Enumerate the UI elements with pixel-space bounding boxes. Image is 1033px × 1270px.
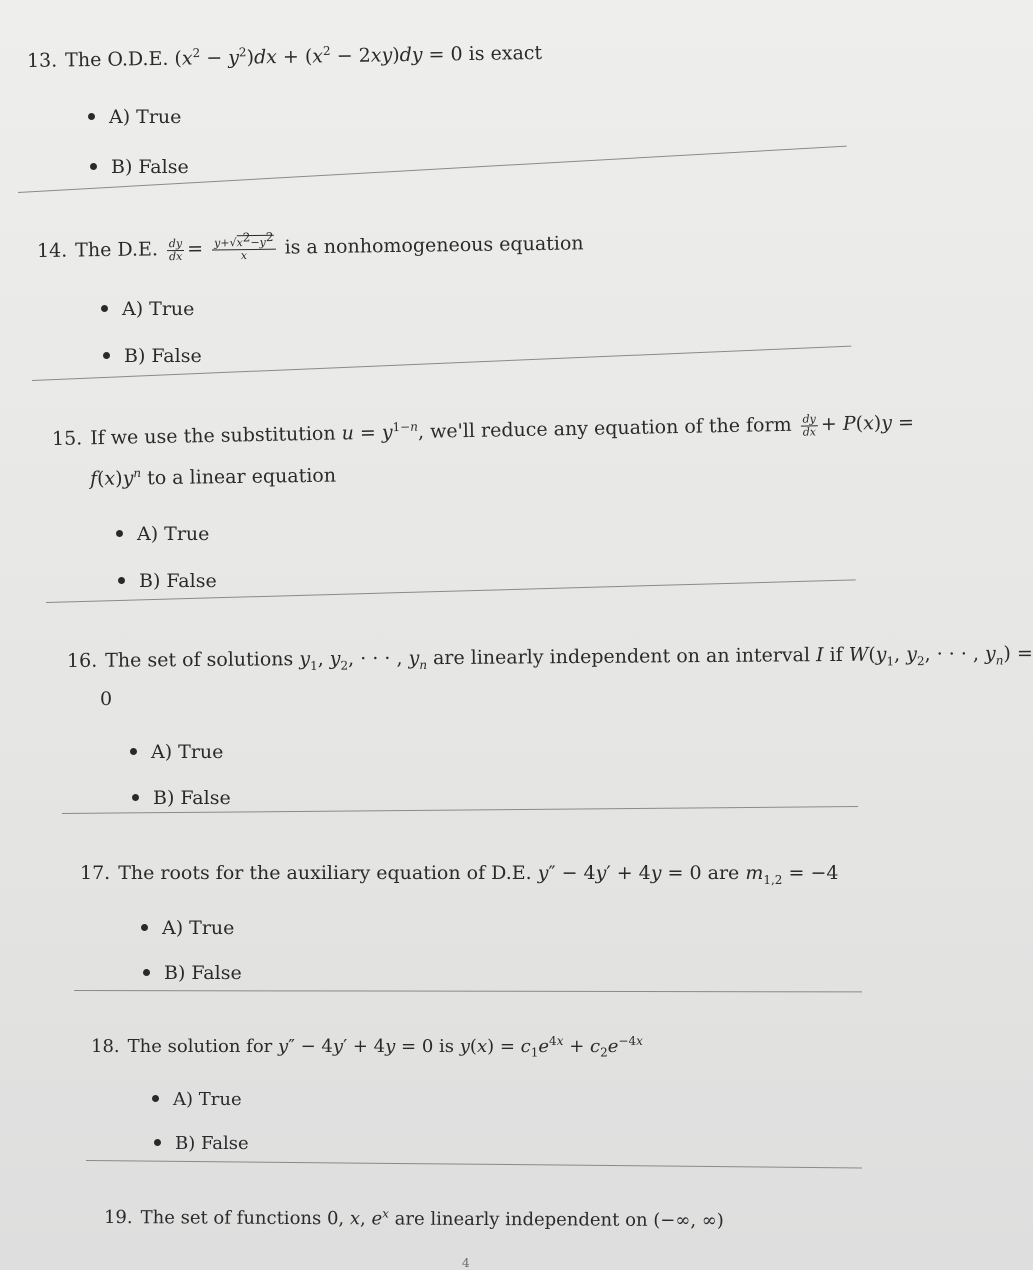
page-number: 4 [462,1256,470,1270]
question-text: if [823,643,849,667]
question-text: If we use the substitution [89,422,342,450]
option-b[interactable] [143,960,242,986]
option-label: A) True [151,741,224,763]
question-number: 14. [36,239,68,262]
question-text: are [701,862,746,884]
question-15-continuation [90,463,336,492]
bullet-icon [101,305,108,312]
bullet-icon [154,1139,161,1146]
bullet-icon [130,748,137,755]
bullet-icon [118,577,125,584]
option-a[interactable] [130,739,223,765]
option-label: B) False [139,570,217,592]
option-b[interactable] [154,1131,249,1157]
question-text: The solution for [127,1036,279,1057]
option-b[interactable] [103,343,202,369]
option-b[interactable] [132,785,231,811]
option-a[interactable] [101,296,194,322]
question-text: is [433,1036,460,1057]
equation: $m_{1,2} = -4$ [745,862,839,887]
question-14 [37,230,584,264]
question-text: The set of solutions [105,648,300,672]
equation: $(x^2 - y^2)dx + (x^2 - 2xy)dy = 0$ [174,43,463,70]
question-text: to a linear equation [140,464,337,490]
option-label: B) False [124,345,202,367]
question-13 [27,40,543,74]
bullet-icon [143,969,150,976]
divider [86,1160,862,1168]
question-number: 13. [26,49,58,72]
question-19 [104,1205,724,1234]
equation: $\frac{dy}{dx}$ = $\frac{y+√x^2-y^2}{x}$ [164,237,279,261]
question-text: The D.E. [75,238,165,262]
question-text: The O.D.E. [65,47,175,72]
bullet-icon [103,352,110,359]
equation: $u = y^{1-n}$ [341,419,419,445]
bullet-icon [116,530,123,537]
option-label: A) True [173,1089,242,1110]
option-label: B) False [111,156,189,178]
question-number: 16. [66,649,98,672]
question-15 [52,409,914,452]
option-label: A) True [122,298,195,320]
question-text: The set of functions [140,1207,328,1230]
option-a[interactable] [116,521,209,547]
option-label: A) True [109,106,182,128]
question-16: 16. The set of solutions $y_1$, $y_2$, · · · , $y_n$ are linearly independent on an interval I if $W(y_1$, $y_2$, · · · , $y_n$) = [66,642,1033,673]
question-16-continuation [100,686,112,712]
equation: y″ − 4y′ + 4y = 0 [537,862,702,884]
equation: 0, x, $e^x$ [326,1206,390,1230]
equation: (−∞, ∞) [653,1209,724,1232]
option-label: B) False [175,1133,249,1154]
question-text: The roots for the auxiliary equation of D.E. [118,862,538,884]
question-17 [80,860,838,886]
question-text: is exact [462,41,543,66]
equation: $y_1$, $y_2$, · · · , $y_n$ [299,647,428,673]
option-a[interactable] [141,915,234,941]
equation: $\frac{dy}{dx}$ + P(x)y = [802,411,915,439]
option-label: A) True [137,523,210,545]
question-number: 15. [51,427,83,450]
equation: $f(x)y^n$ [89,465,142,490]
divider [74,990,862,992]
bullet-icon [152,1095,159,1102]
bullet-icon [141,924,148,931]
equation-value: 0 [100,688,113,710]
option-label: A) True [162,917,235,939]
option-label: B) False [164,962,242,984]
question-number: 17. [80,862,111,884]
bullet-icon [132,794,139,801]
bullet-icon [90,163,97,170]
equation: $W(y_1$, $y_2$, · · · , $y_n$) = [848,642,1033,669]
equation: y″ − 4y′ + 4y = 0 [278,1036,434,1057]
option-b[interactable] [90,154,189,180]
equation: $y(x) = c_1e^{4x} + c_2e^{-4x}$ [459,1034,643,1060]
option-b[interactable] [118,568,217,594]
question-18 [91,1034,643,1060]
question-number: 18. [91,1036,120,1057]
question-text: is a nonhomogeneous equation [278,232,584,259]
option-a[interactable] [152,1087,242,1113]
option-label: B) False [153,787,231,809]
bullet-icon [88,113,95,120]
question-text: are linearly independent on [388,1208,654,1231]
option-a[interactable] [88,104,181,130]
question-text: are linearly independent on an interval [426,644,817,670]
question-number: 19. [103,1207,133,1229]
question-text: , we'll reduce any equation of the form [417,413,798,443]
